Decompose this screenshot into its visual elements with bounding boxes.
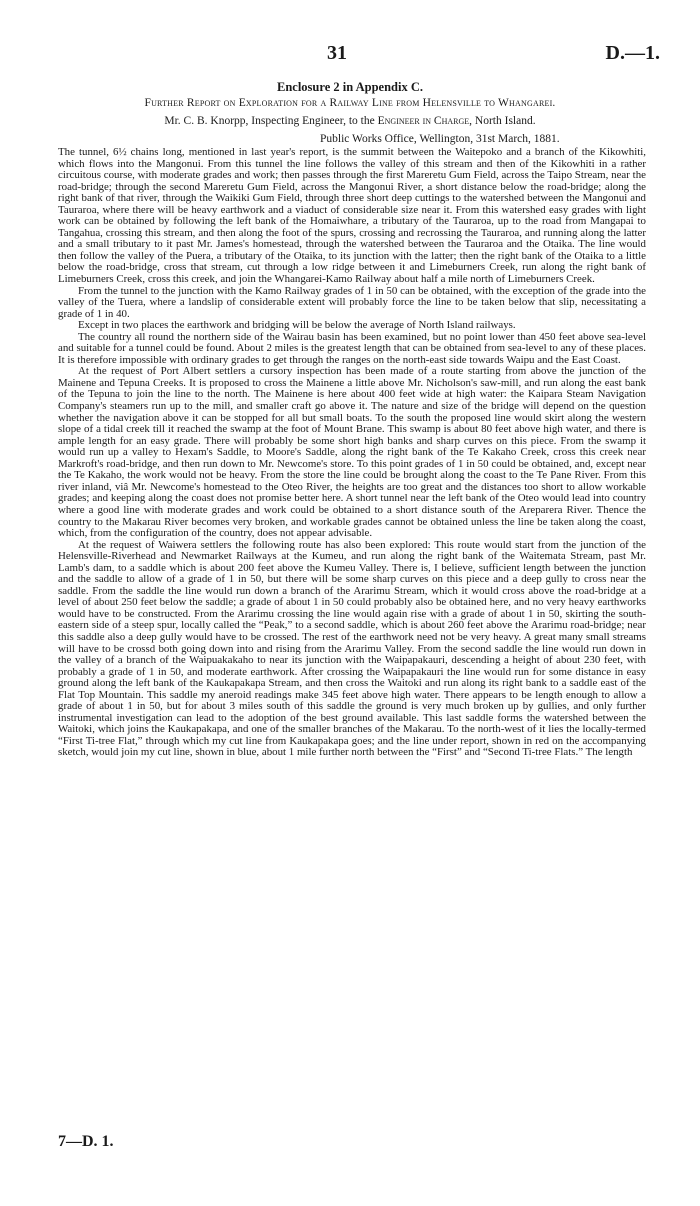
subtitle-from: Mr. C. B. Knorpp, Inspecting Engineer, to the <box>164 115 378 127</box>
page-number: 31 <box>327 42 347 64</box>
dateline: Public Works Office, Wellington, 31st March, 1881. <box>320 133 560 145</box>
report-title: Further Report on Exploration for a Railway Line from Helensville to Whangarei. <box>144 97 556 109</box>
body-paragraph: At the request of Port Albert settlers a cursory inspection has been made of a route starting from above the junction of the Mainene and Tepuna Creeks. It is proposed to cross the Mainene a little above Mr. Nicholson's saw-mill, and run along the east bank of the Tepuna to join the line to the north. The Mainene is here about 400 feet wide at high water: the Kaipara Steam Navigation Company's steamers run up to the mill, and smaller craft go above it. The nature and size of the bridge will depend on the question whether the navigation above it can be stopped for all but small boats. To the south the proposed line would skirt along the western slope of a tidal creek till it reached the swamp at the foot of Mount Brane. This swamp is about 80 feet above high water, and there is ample length for an easy grade. There will probably be some short high banks and sharp curves on this piece. From the swamp it would run up a valley to Hexam's Saddle, to Moore's Saddle, along the right bank of the Te Kakaho Creek, cross this creek near Markroft's road-bridge, and then run down to Mr. Newcome's store. To this point grades of 1 in 50 could be obtained, and, except near the Te Kakaho, the work would not be heavy. From the store the line could be brought along the coast to the Te Pane River. From this river inland, viâ Mr. Newcome's homestead to the Oteo River, the heights are too great and the distances too short to allow workable grades; and keeping along the coast does not promise better here. A short tunnel near the left bank of the Oteo would lead into country where a good line with moderate grades and work could be obtained to a short distance south of the Areparera River. Thence the country to the Makarau River becomes very broken, and workable grades cannot be obtained unless the line be taken along the coast, which, from the configuration of the country, does not appear advisable. <box>58 365 646 540</box>
enclosure-heading: Enclosure 2 in Appendix C. <box>277 80 423 94</box>
subtitle-end: , North Island. <box>469 115 536 127</box>
report-subtitle <box>0 115 700 127</box>
body-paragraph: The tunnel, 6½ chains long, mentioned in last year's report, is the summit between the Waitepoko and a branch of the Kikowhiti, which flows into the Mangonui. From this tunnel the line follows the valley of this stream and then of the Kikowhiti in a rather circuitous course, with moderate grades and work; then passes through the first Mareretu Gum Field, across the Taipo Stream, near the road-bridge; through the second Mareretu Gum Field, across the Mangonui River, a short distance below the road-bridge; along the right bank of that river, through the Waikiki Gum Field, through three short deep cuttings to the watershed between the Mangonui and Tauraroa, where there will be heavy earthwork and a viaduct of considerable size near it. From this watershed easy grades with light work can be obtained by following the left bank of the Homaiwhare, a tributary of the Tauraroa, up to the road from Mangapai to Tangahua, crossing this stream, and then along the foot of the spurs, crossing and recrossing the Tauraroa, and running along the latter and a small tributary to it past Mr. James's homestead, through the watershed between the Tauraroa and the Otaika. The line would then follow the valley of the Puera, a tributary of the Otaika, to its junction with the latter; then the right bank of the Otaika to a little below the road-bridge, cross that stream, cut through a low ridge between it and Limeburners Creek, run along the right bank of Limeburners Creek, cross this creek, and join the Whangarei-Kamo Railway about half a mile north of Limeburners Creek. <box>58 146 646 286</box>
page-header <box>0 42 700 70</box>
report-body <box>58 147 646 759</box>
page-signature: 7—D. 1. <box>58 1133 114 1150</box>
body-paragraph: The country all round the northern side of the Wairau basin has been examined, but no point lower than 450 feet above sea-level and suitable for a tunnel could be found. About 2 miles is the greatest length that can be obtained from sea-level to any of these places. It is therefore impossible with ordinary grades to get through the ranges on the north-east side towards Waipu and the East Coast. <box>58 330 646 366</box>
body-paragraph: From the tunnel to the junction with the Kamo Railway grades of 1 in 50 can be obtained, with the exception of the grade into the valley of the Tuera, where a landslip of considerable extent will probably force the line to be taken below that slip, necessitating a grade of 1 in 40. <box>58 284 646 320</box>
body-paragraph: At the request of Waiwera settlers the following route has also been explored: This route would start from the junction of the Helensville-Riverhead and Newmarket Railways at the Kumeu, and run along the right bank of the Waitemata Stream, past Mr. Lamb's dam, to a saddle which is about 200 feet above the Kumeu Valley. There is, I believe, sufficient length between the junction and the saddle to allow of a grade of 1 in 50, but there will be some sharp curves on this piece and a deep gully to cross near the saddle. From the saddle the line would run down a branch of the Ararimu Stream, which it would cross above the road-bridge at a level of about 250 feet below the saddle; a grade of about 1 in 50 could probably also be obtained here, and no very heavy earthworks would have to be constructed. From the Ararimu crossing the line would again rise with a grade of about 1 in 50, skirting the south-eastern side of a steep spur, locally called the “Peak,” to a second saddle, which is about 260 feet above the Ararimu road-bridge; near this saddle also a deep gully would have to be crossed. The rest of the earthwork need not be very heavy. A great many small streams will have to be crossd both going down into and rising from the Ararimu Valley. From the second saddle the line would run down in the valley of a branch of the Waipuakakaho to near its junction with the Waipapakauri, descending a height of about 230 feet, with probably a grade of 1 in 50, and moderate earthwork. After crossing the Waipapakauri the line would run for some distance in easy ground along the left bank of the Kaukapakapa Stream, and then cross the Waitoki and run along its right bank to a saddle east of the Flat Top Mountain. This saddle my aneroid readings make 345 feet above high water. There appears to be length enough to allow a grade of about 1 in 50, but for about 3 miles south of this saddle the ground is very much broken up by gullies, and only further instrumental investigation can lead to the adoption of the best ground available. This last saddle forms the watershed between the Waitoki, which joins the Kaukapakapa, and one of the smaller branches of the Makarau. To the north-west of it lies the locally-termed “First Ti-tree Flat,” through which my cut line from Kaukapakapa goes; and the line under report, shown in red on the accompanying sketch, would join my cut line, shown in blue, about 1 mile further north between the “First” and “Second Ti-tree Flats.” The length <box>58 538 646 759</box>
body-paragraph: Except in two places the earthwork and bridging will be below the average of North Island railways. <box>78 319 516 332</box>
subtitle-recipient: Engineer in Charge <box>377 115 470 127</box>
document-reference: D.—1. <box>605 42 660 64</box>
